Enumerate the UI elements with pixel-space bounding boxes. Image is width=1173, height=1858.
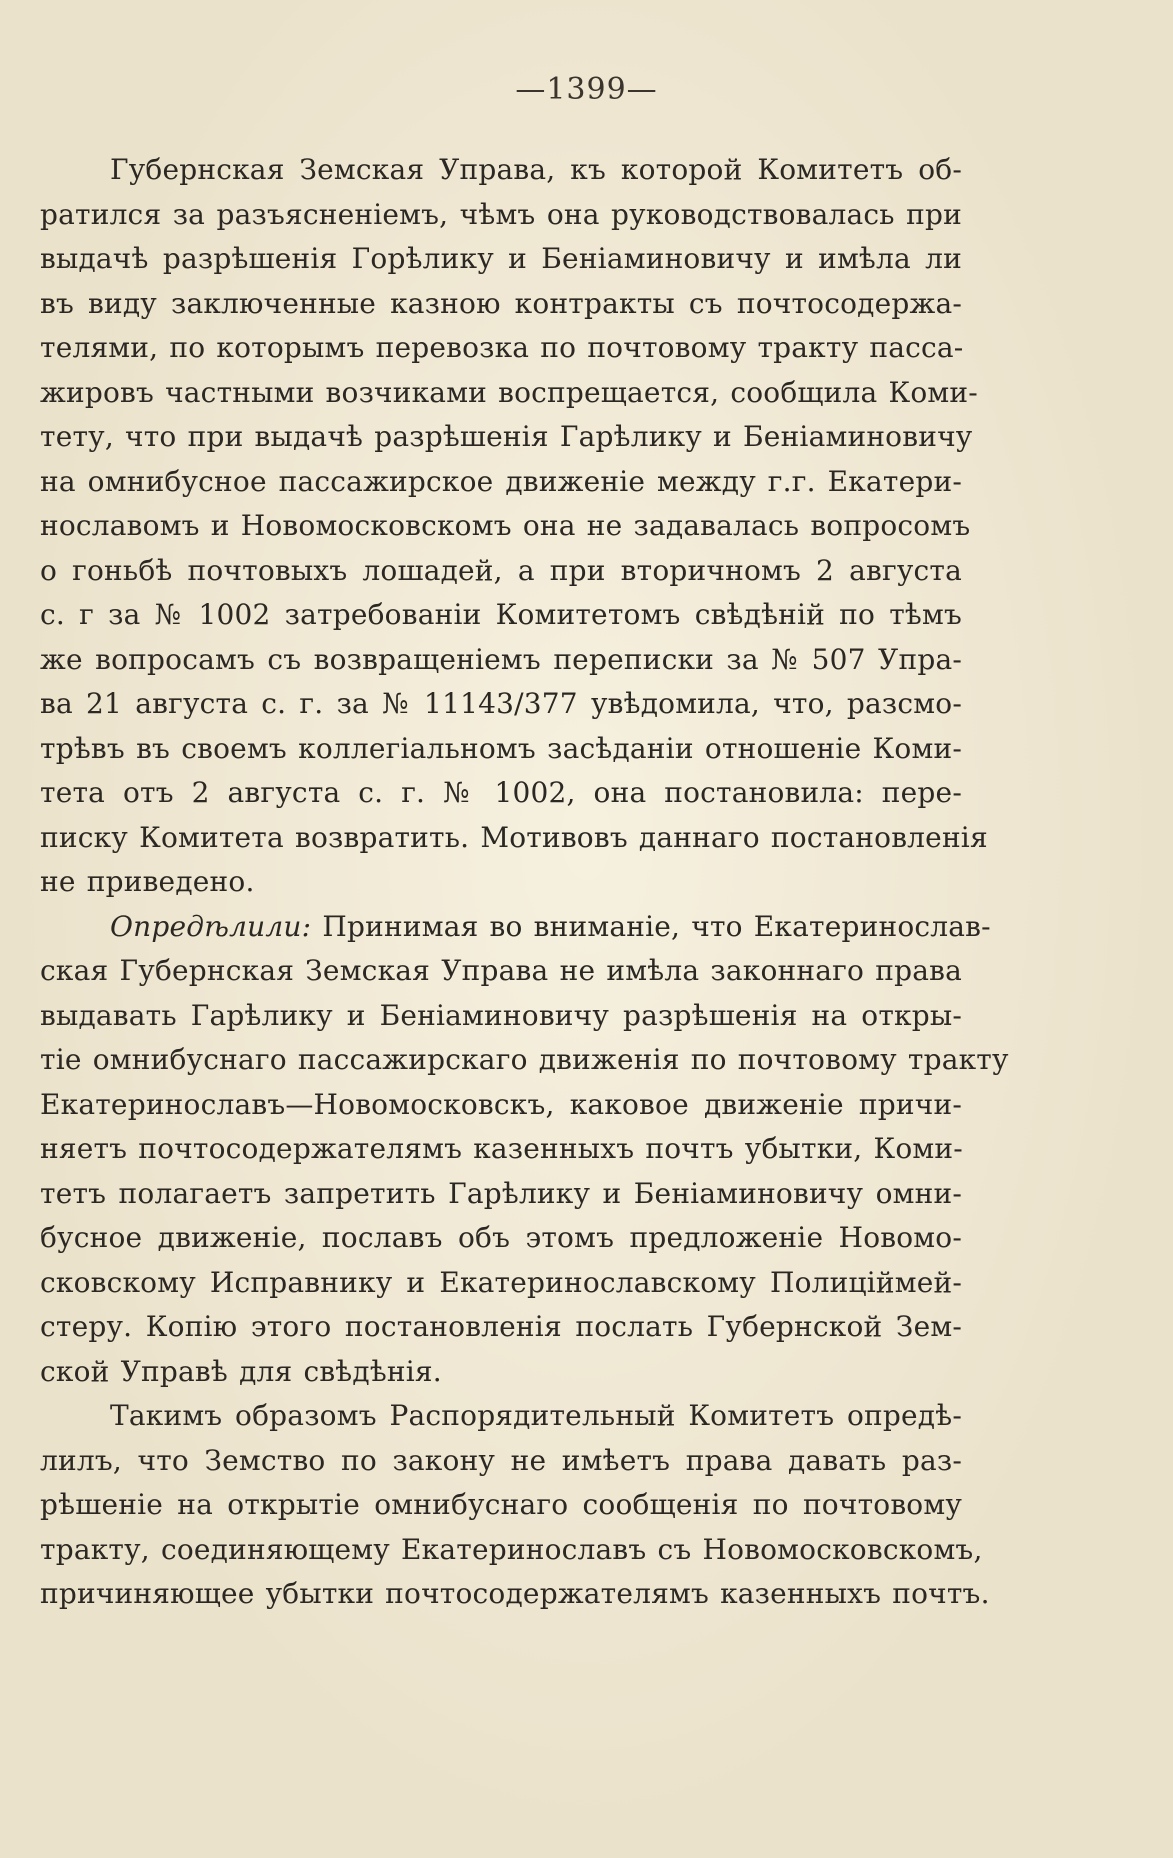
text-line: причиняющее убытки почтосодержателямъ казенныхъ почтъ.	[40, 1577, 990, 1610]
text-line: ратился за разъясненіемъ, чѣмъ она руководствовалась при	[40, 197, 962, 231]
text-line: с. г за № 1002 затребованіи Комитетомъ свѣдѣній по тѣмъ	[40, 598, 962, 631]
text-line: же вопросамъ съ возвращеніемъ переписки за № 507 Упра-	[40, 642, 962, 676]
text-line: тета отъ 2 августа с. г. № 1002, она постановила: пере-	[40, 776, 962, 809]
text-line: о гоньбѣ почтовыхъ лошадей, а при вторичномъ 2 августа	[40, 553, 962, 587]
text-line: на омнибусное пассажирское движеніе между г.г. Екатери-	[40, 464, 962, 498]
text-line: лилъ, что Земство по закону не имѣетъ права давать раз-	[40, 1443, 962, 1477]
text-line-rest: Принимая во вниманіе, что Екатеринослав-	[311, 909, 991, 943]
text-line: бусное движеніе, пославъ объ этомъ предложеніе Новомо-	[40, 1221, 962, 1254]
paragraph-2	[40, 905, 1009, 1395]
text-line: телями, по которымъ перевозка по почтовому тракту пасса-	[40, 331, 964, 364]
paragraph-3	[40, 1394, 990, 1617]
text-line: тракту, соединяющему Екатеринославъ съ Новомосковскомъ,	[40, 1532, 983, 1566]
text-line: жировъ частными возчиками воспрещается, сообщила Коми-	[40, 375, 978, 409]
text-line: не приведено.	[40, 865, 255, 898]
text-line: тетъ полагаетъ запретить Гарѣлику и Беніаминовичу омни-	[40, 1176, 962, 1210]
text-line: выдавать Гарѣлику и Беніаминовичу разрѣшенія на откры-	[40, 998, 962, 1032]
text-line: сковскому Исправнику и Екатеринославскому Полиціймей-	[40, 1265, 962, 1299]
text-line	[40, 905, 991, 950]
text-line: выдачѣ разрѣшенія Горѣлику и Беніаминовичу и имѣла ли	[40, 242, 962, 275]
text-line: Екатеринославъ—Новомосковскъ, каковое движеніе причи-	[40, 1087, 962, 1121]
text-line: ская Губернская Земская Управа не имѣла законнаго права	[40, 954, 962, 987]
paragraph-1	[40, 148, 988, 905]
text-line: ской Управѣ для свѣдѣнія.	[40, 1354, 442, 1388]
text-line: писку Комитета возвратить. Мотивовъ даннаго постановленія	[40, 820, 988, 854]
text-line: рѣшеніе на открытіе омнибуснаго сообщенія по почтовому	[40, 1488, 962, 1521]
text-line: Губернская Земская Управа, къ которой Комитетъ об-	[110, 153, 962, 186]
body-text	[40, 148, 1009, 1617]
page-number: —1399—	[515, 72, 658, 107]
text-line: трѣвъ въ своемъ коллегіальномъ засѣданіи отношеніе Коми-	[40, 731, 962, 765]
text-line: стеру. Копію этого постановленія послать Губернской Зем-	[40, 1310, 962, 1343]
text-line: въ виду заключенные казною контракты съ почтосодержа-	[40, 286, 962, 320]
text-line: тіе омнибуснаго пассажирскаго движенія по почтовому тракту	[40, 1043, 1009, 1076]
resolution-lead: Опредѣлили:	[110, 909, 312, 943]
text-line: няетъ почтосодержателямъ казенныхъ почтъ убытки, Коми-	[40, 1132, 963, 1165]
text-line: Такимъ образомъ Распорядительный Комитетъ опредѣ-	[110, 1399, 962, 1432]
text-line: тету, что при выдачѣ разрѣшенія Гарѣлику и Беніаминовичу	[40, 420, 973, 453]
text-line: ва 21 августа с. г. за № 11143/377 увѣдомила, что, разсмо-	[40, 687, 962, 720]
text-line: нославомъ и Новомосковскомъ она не задавалась вопросомъ	[40, 509, 971, 542]
